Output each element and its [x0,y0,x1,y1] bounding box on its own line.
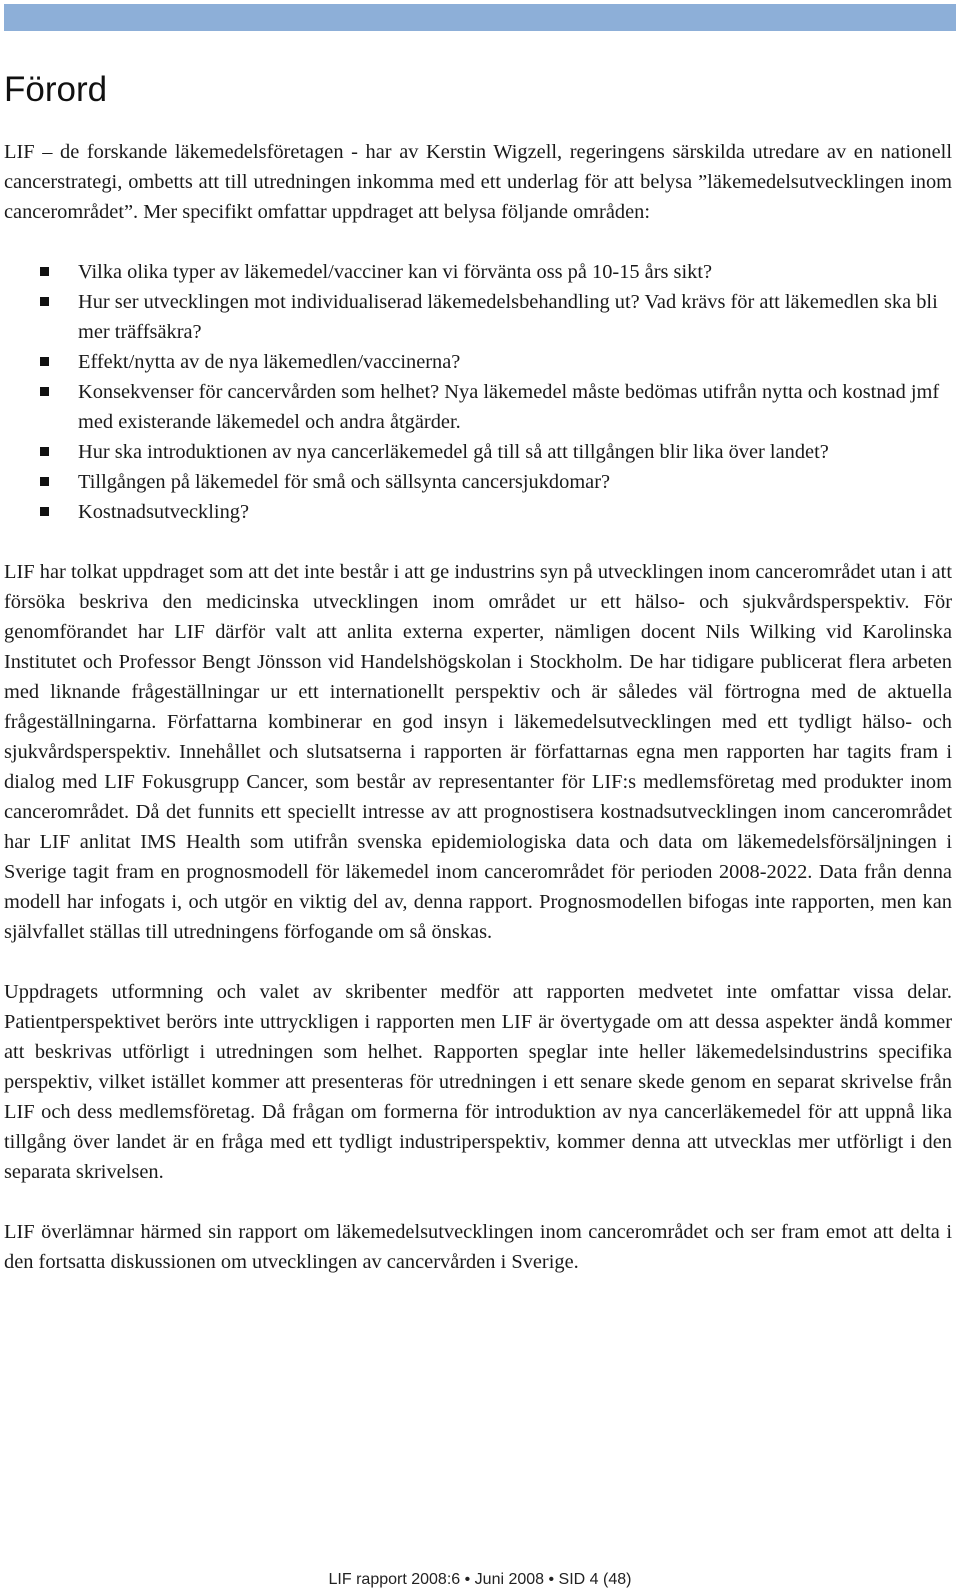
list-item: Konsekvenser för cancervården som helhet? Nya läkemedel måste bedömas utifrån nytta och kostnad jmf med existerande läkemedel och andra åtgärder. [4,377,952,437]
bullet-square-icon [40,447,49,456]
bullet-square-icon [40,267,49,276]
paragraph-scope: Uppdragets utformning och valet av skribenter medför att rapporten medvetet inte omfattar vissa delar. Patientperspektivet berörs inte uttryckligen i rapporten men LIF är övertygade om att dessa aspekter ändå kommer att beskrivas utförligt i utredningen som helhet. Rapporten speglar inte heller läkemedelsindustrins specifika perspektiv, vilket istället kommer att presenteras för utredningen i ett senare skede genom en separat skrivelse från LIF och dess medlemsföretag. Då frågan om formerna för introduktion av nya cancerläkemedel för att uppnå lika tillgång över landet är en fråga med ett tydligt industriperspektiv, kommer denna att utvecklas mer utförligt i den separata skrivelsen. [4,981,952,1183]
list-item: Effekt/nytta av de nya läkemedlen/vaccinerna? [4,347,952,377]
bullet-square-icon [40,297,49,306]
paragraph-method: LIF har tolkat uppdraget som att det inte består i att ge industrins syn på utvecklingen inom cancerområdet utan i att försöka beskriva den medicinska utvecklingen inom området ur ett hälso- och sjukvårdsperspektiv. För genomförandet har LIF därför valt att anlita externa experter, nämligen docent Nils Wilking vid Karolinska Institutet och Professor Bengt Jönsson vid Handelshögskolan i Stockholm. De har tidigare publicerat flera arbeten med liknande frågeställningar ur ett internationellt perspektiv och är således väl förtrogna med de aktuella frågeställningarna. Författarna kombinerar en god insyn i läkemedelsutvecklingen med ett tydligt hälso- och sjukvårdsperspektiv. Innehållet och slutsatserna i rapporten är författarnas egna men rapporten har tagits fram i dialog med LIF Fokusgrupp Cancer, som består av representanter för LIF:s medlemsföretag med produkter inom cancerområdet. Då det funnits ett speciellt intresse av att prognostisera kostnadsutvecklingen inom cancerområdet har LIF anlitat IMS Health som utifrån svenska epidemiologiska data och data om läkemedelsförsäljningen i Sverige tagit fram en prognosmodell för läkemedel inom cancerområdet för perioden 2008-2022. Data från denna modell har infogats i, och utgör en viktig del av, denna rapport. Prognosmodellen bifogas inte rapporten, men kan självfallet ställas till utredningens förfogande om så önskas. [4,561,952,943]
bullet-square-icon [40,387,49,396]
page-title: Förord [4,70,108,109]
paragraph-closing: LIF överlämnar härmed sin rapport om läkemedelsutvecklingen inom cancerområdet och ser fram emot att delta i den fortsatta diskussionen om utvecklingen av cancervården i Sverige. [4,1221,952,1273]
list-item: Kostnadsutveckling? [4,497,952,527]
intro-paragraph: LIF – de forskande läkemedelsföretagen - har av Kerstin Wigzell, regeringens särskilda utredare av en nationell cancerstrategi, ombetts att till utredningen inkomma med ett underlag för att belysa ”läkemedelsutvecklingen inom cancerområdet”. Mer specifikt omfattar uppdraget att belysa följande områden: [4,141,952,223]
bullet-square-icon [40,507,49,516]
page-footer: LIF rapport 2008:6 • Juni 2008 • SID 4 (48) [328,1571,632,1588]
list-item: Vilka olika typer av läkemedel/vacciner kan vi förvänta oss på 10-15 års sikt? [4,257,952,287]
bullet-square-icon [40,357,49,366]
header-bar [4,4,956,31]
list-item: Hur ska introduktionen av nya cancerläkemedel gå till så att tillgången blir lika över landet? [4,437,952,467]
question-list [4,257,952,527]
list-item: Hur ser utvecklingen mot individualiserad läkemedelsbehandling ut? Vad krävs för att läkemedlen ska bli mer träffsäkra? [4,287,952,347]
bullet-square-icon [40,477,49,486]
list-item: Tillgången på läkemedel för små och sällsynta cancersjukdomar? [4,467,952,497]
body-text [4,137,952,1277]
